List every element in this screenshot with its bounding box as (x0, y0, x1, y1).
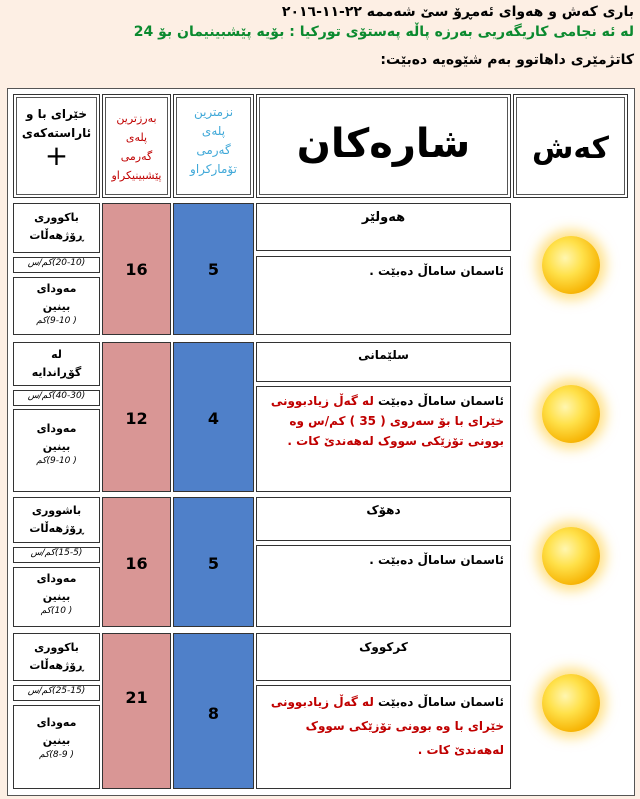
wind-speed: (40-30)کم/س (13, 390, 100, 406)
header-title: باری کەش و هەوای ئەمڕۆ سێ شەممە ٢٢-١١-٢٠١٦ (281, 4, 634, 20)
sun-icon (542, 527, 600, 585)
header-min-temp: نزمترین پلەی گەرمی تۆمارکراو (173, 94, 254, 198)
max-temp-cell: 12 (102, 342, 171, 492)
min-temp-cell: 8 (173, 633, 254, 789)
header-cities: شارەکان (256, 94, 511, 198)
wind-direction: باکووری ڕۆژهەڵات (13, 203, 100, 253)
description-box: ئاسمان ساماڵ دەبێت . (256, 256, 511, 335)
plus-icon: + (44, 139, 69, 172)
header-subtitle-cont: کاتژمێری داهاتوو بەم شێوەیە دەبێت: (380, 52, 634, 68)
city-name-box: دهۆک (256, 497, 511, 541)
visibility: مەودای بینین ( 10)کم (13, 567, 100, 627)
wind-speed: (15-5)کم/س (13, 547, 100, 563)
wind-speed: (25-15)کم/س (13, 685, 100, 701)
city-name-box: هەولێر (256, 203, 511, 251)
wind-direction: باشووری ڕۆژهەڵات (13, 497, 100, 543)
description-box: ئاسمان ساماڵ دەبێت لە گەڵ زیادبوونی خێرای با بۆ سەروی ( 35 ) کم/س وە بوونی تۆزێکی سووک لەهەندێ کات . (256, 386, 511, 492)
min-temp-cell: 4 (173, 342, 254, 492)
visibility: مەودای بینین ( 9-10)کم (13, 277, 100, 335)
wind-speed: (20-10)کم/س (13, 257, 100, 273)
max-temp-cell: 21 (102, 633, 171, 789)
header-subtitle: لە ئە نجامی کاریگەریی بەرزە پاڵە پەستۆی تورکیا : بۆیە پێشبینیمان بۆ 24 (133, 24, 634, 40)
city-name-box: سلێمانی (256, 342, 511, 382)
sun-icon (542, 385, 600, 443)
sun-icon (542, 236, 600, 294)
header-weather: کەش (513, 94, 628, 198)
city-name-box: کرکووک (256, 633, 511, 681)
header-max-temp: بەرزترین پلەی گەرمی پێشبینیکراو (102, 94, 171, 198)
max-temp-cell: 16 (102, 497, 171, 627)
visibility: مەودای بینین ( 8-9)کم (13, 705, 100, 789)
sun-icon (542, 674, 600, 732)
min-temp-cell: 5 (173, 203, 254, 335)
wind-direction: لە گۆڕاندایە (13, 342, 100, 386)
page-header (0, 0, 640, 90)
description-box: ئاسمان ساماڵ دەبێت . (256, 545, 511, 627)
wind-direction: باکووری ڕۆژهەڵات (13, 633, 100, 681)
header-wind: خێرای با و ئاراستەکەی + (13, 94, 100, 198)
max-temp-cell: 16 (102, 203, 171, 335)
description-box: ئاسمان ساماڵ دەبێت لە گەڵ زیادبوونی خێرای با وە بوونی تۆزێکی سووک لەهەندێ کات . (256, 685, 511, 789)
forecast-table (7, 88, 635, 796)
min-temp-cell: 5 (173, 497, 254, 627)
visibility: مەودای بینین ( 9-10)کم (13, 409, 100, 492)
